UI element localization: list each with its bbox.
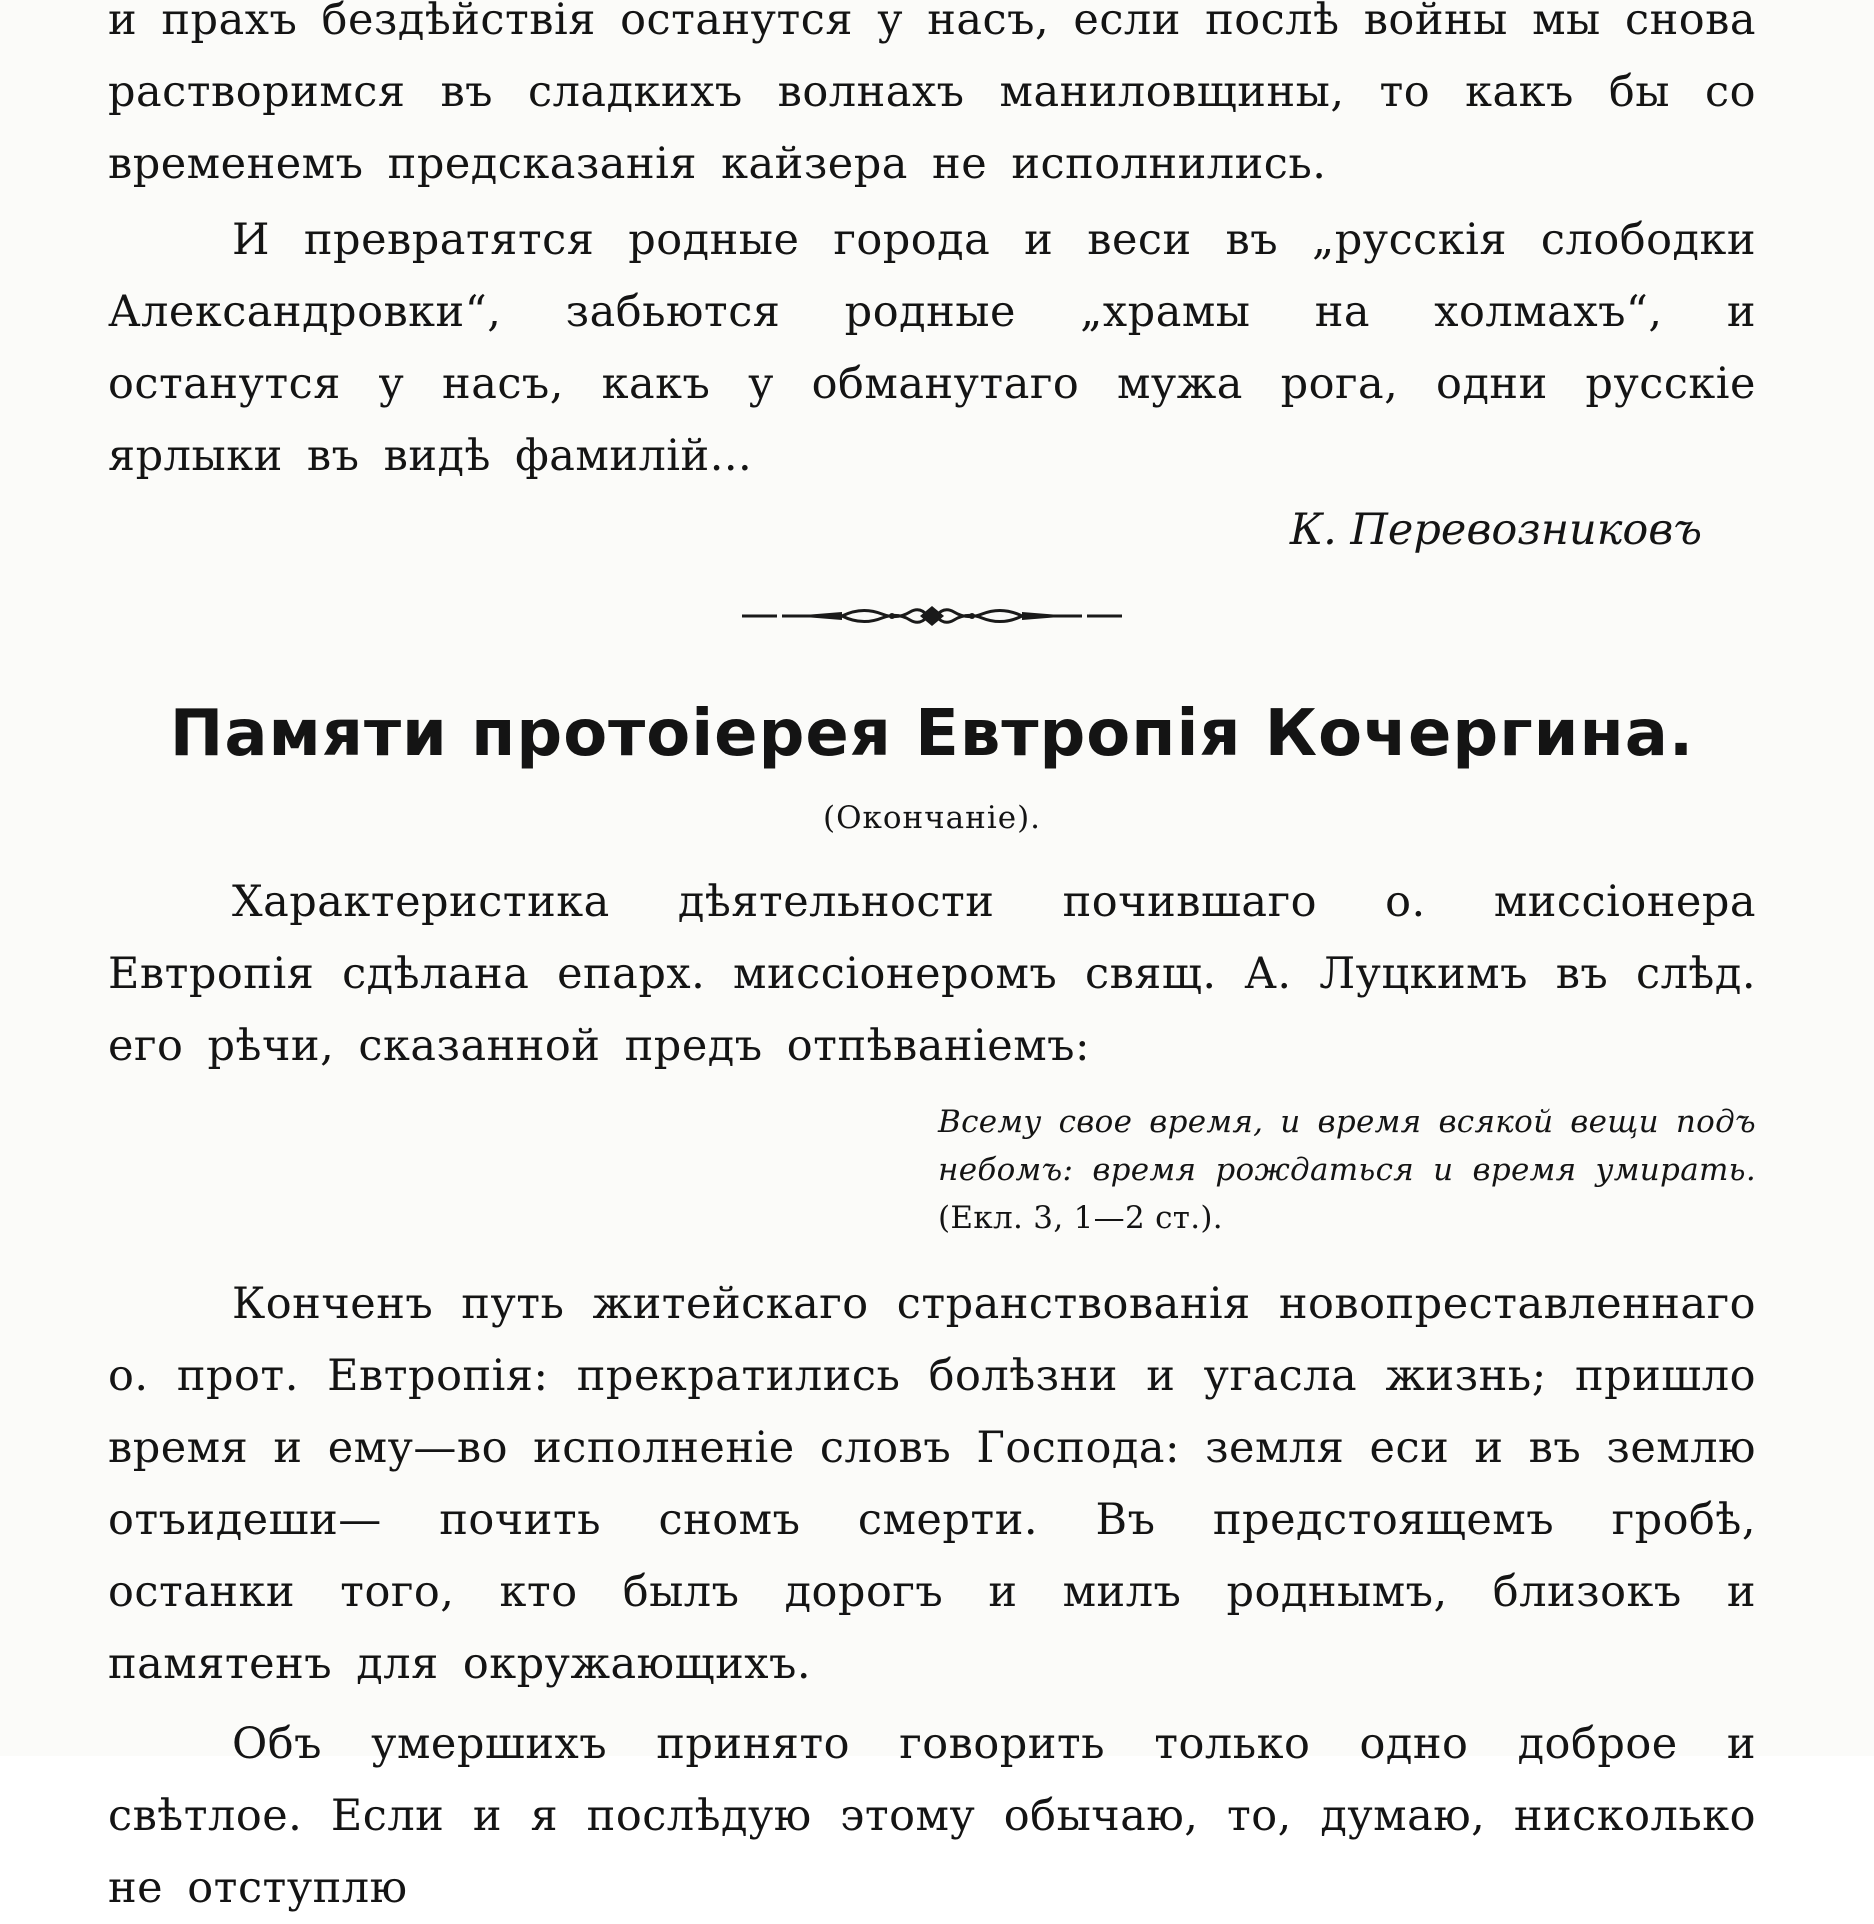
article-title: Памяти протоіерея Евтропія Кочергина. [169,697,1695,771]
section-divider [108,584,1756,648]
decorative-divider-icon [732,596,1132,636]
epigraph-text: Всему свое время, и время всякой вещи подъ небомъ: время рождаться и время умирать. [938,1104,1756,1188]
epigraph [938,1098,1756,1242]
lead-paragraph: Характеристика дѣятельности почившаго о. миссіонера Евтропія сдѣлана епарх. миссіонеромъ свящ. А. Луцкимъ въ слѣд. его рѣчи, сказанной предъ отпѣваніемъ: [108,877,1756,1071]
article-subtitle: (Окончаніе). [822,800,1042,836]
epigraph-reference: (Екл. 3, 1—2 ст.). [938,1200,1223,1236]
body-paragraph-2: Конченъ путь житейскаго странствованія новопреставленнаго о. прот. Евтропія: прекратились болѣзни и угасла жизнь; пришло время и ему—во исполненіе словъ Господа: земля еси и въ землю отъидеши— почить сномъ смерти. Въ предстоящемъ гробѣ, останки того, кто былъ дорогъ и милъ роднымъ, близокъ и памятенъ для окружающихъ. [108,1279,1756,1689]
intro-paragraph-continued: и прахъ бездѣйствія останутся у насъ, если послѣ войны мы снова растворимся въ сладкихъ волнахъ маниловщины, то какъ бы со временемъ предсказанія кайзера не исполнились. [108,0,1756,189]
body-paragraph-3: Объ умершихъ принято говорить только одно доброе и свѣтлое. Если и я послѣдую этому обычаю, то, думаю, нисколько не отступлю [108,1719,1756,1913]
intro-paragraph-2: И превратятся родные города и веси въ „русскія слободки Александровки“, забьются родные „храмы на холмахъ“, и останутся у насъ, какъ у обманутаго мужа рога, одни русскіе ярлыки въ видѣ фамилій... [108,215,1756,481]
author-signature: К. Перевозниковъ [1289,505,1702,555]
article-body [108,866,1756,1924]
text-column [108,0,1756,1924]
